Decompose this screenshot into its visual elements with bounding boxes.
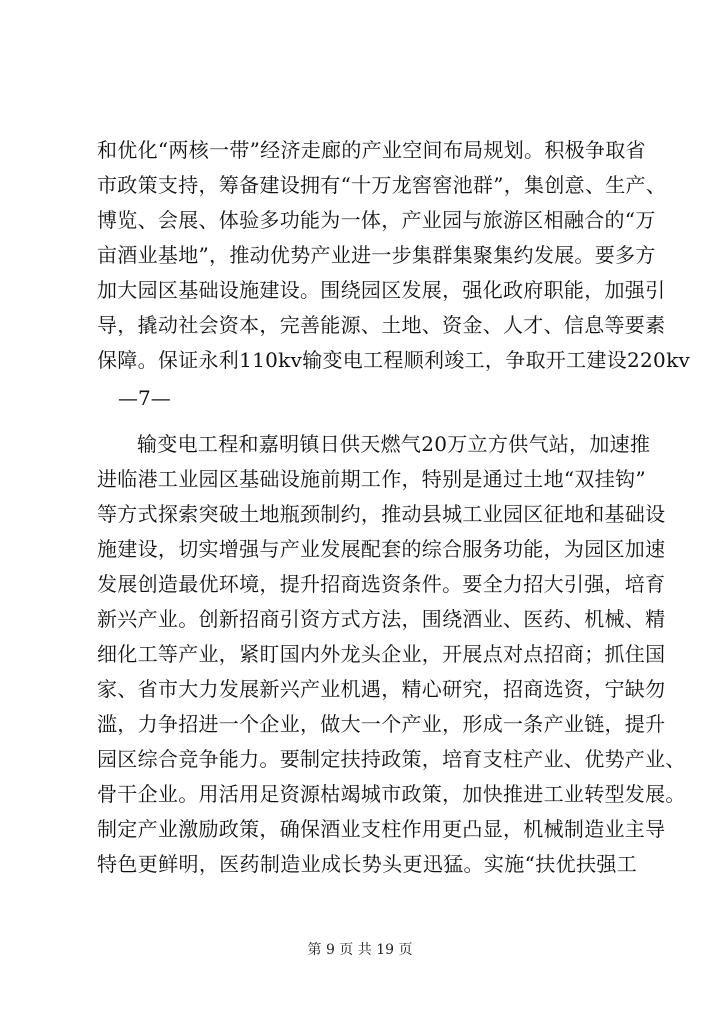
- paragraph-line: 输变电工程和嘉明镇日供天燃气20万立方供气站，加速推: [137, 432, 651, 456]
- paragraph-line: 特色更鲜明，医药制造业成长势头更迅猛。实施“扶优扶强工: [97, 852, 637, 876]
- page-footer: 第 9 页 共 19 页: [307, 942, 413, 958]
- page-marker: —7—: [118, 386, 171, 410]
- paragraph-line: 滥，力争招进一个企业，做大一个产业，形成一条产业链，提升: [97, 712, 666, 736]
- paragraph-line: 导，撬动社会资本，完善能源、土地、资金、人才、信息等要素: [97, 313, 666, 337]
- paragraph-line: 进临港工业园区基础设施前期工作，特别是通过土地“双挂钩”: [97, 467, 646, 491]
- paragraph-line: 家、省市大力发展新兴产业机遇，精心研究，招商选资，宁缺勿: [97, 677, 666, 701]
- paragraph-line: 细化工等产业，紧盯国内外龙头企业，开展点对点招商；抓住国: [97, 642, 666, 666]
- paragraph-line: 亩酒业基地”，推动优势产业进一步集群集聚集约发展。要多方: [97, 243, 656, 267]
- paragraph-line: 等方式探索突破土地瓶颈制约，推动县城工业园区征地和基础设: [97, 502, 666, 526]
- paragraph-line: 加大园区基础设施建设。围绕园区发展，强化政府职能，加强引: [97, 278, 666, 302]
- paragraph-line: 园区综合竞争能力。要制定扶持政策，培育支柱产业、优势产业、: [97, 747, 686, 771]
- paragraph-line: 市政策支持，筹备建设拥有“十万龙窖窖池群”，集创意、生产、: [97, 173, 667, 197]
- paragraph-line: 保障。保证永利110kv输变电工程顺利竣工，争取开工建设220kv: [97, 348, 691, 372]
- paragraph-line: 制定产业激励政策，确保酒业支柱作用更凸显，机械制造业主导: [97, 817, 666, 841]
- paragraph-line: 骨干企业。用活用足资源枯竭城市政策，加快推进工业转型发展。: [97, 782, 686, 806]
- paragraph-line: 博览、会展、体验多功能为一体，产业园与旅游区相融合的“万: [97, 208, 656, 232]
- paragraph-line: 施建设，切实增强与产业发展配套的综合服务功能，为园区加速: [97, 537, 666, 561]
- paragraph-line: 和优化“两核一带”经济走廊的产业空间布局规划。积极争取省: [97, 138, 646, 162]
- paragraph-line: 发展创造最优环境，提升招商选资条件。要全力招大引强，培育: [97, 572, 666, 596]
- paragraph-line: 新兴产业。创新招商引资方式方法，围绕酒业、医药、机械、精: [97, 607, 666, 631]
